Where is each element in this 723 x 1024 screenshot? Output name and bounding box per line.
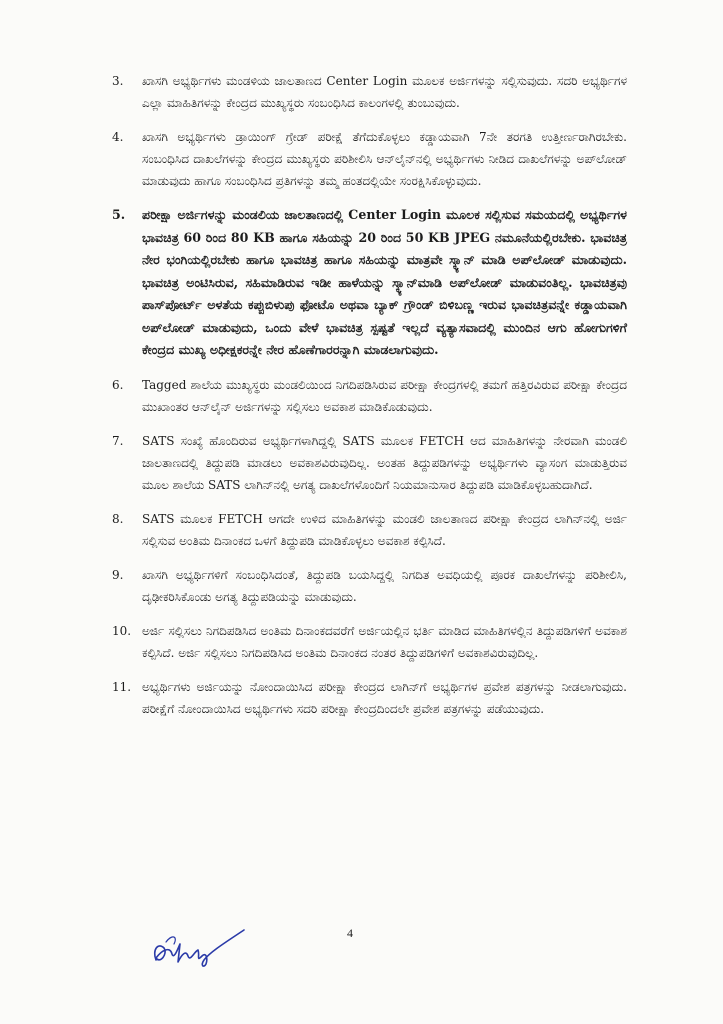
list-item-8 <box>112 508 627 552</box>
item-number: 7. <box>112 433 124 448</box>
item-number: 8. <box>112 511 124 526</box>
item-number: 11. <box>112 679 132 694</box>
handwritten-signature <box>148 920 248 970</box>
item-number: 4. <box>112 130 124 144</box>
item-text: ಪರೀಕ್ಷಾ ಅರ್ಜಿಗಳನ್ನು ಮಂಡಲಿಯ ಜಾಲತಾಣದಲ್ಲಿ Center Login ಮೂಲಕ ಸಲ್ಲಿಸುವ ಸಮಯದಲ್ಲಿ ಅಭ್ಯರ್ಥಿಗಳ ಭಾವಚಿತ್ರ 60 ರಿಂದ 80 KB ಹಾಗೂ ಸಹಿಯನ್ನು 20 ರಿಂದ 50 KB JPEG ನಮೂನೆಯಲ್ಲಿರಬೇಕು. ಭಾವಚಿತ್ರ ನೇರ ಭಂಗಿಯಲ್ಲಿರಬೇಕು ಹಾಗೂ ಭಾವಚಿತ್ರ ಹಾಗೂ ಸಹಿಯನ್ನು ಮಾತ್ರವೇ ಸ್ಕ್ಯಾನ್ ಮಾಡಿ ಅಪ್‌ಲೋಡ್ ಮಾಡುವುದು. ಭಾವಚಿತ್ರ ಅಂಟಿಸಿರುವ, ಸಹಿಮಾಡಿರುವ ಇಡೀ ಹಾಳೆಯನ್ನು ಸ್ಕ್ಯಾನ್‌ಮಾಡಿ ಅಪ್‌ಲೋಡ್ ಮಾಡುವಂತಿಲ್ಲ. ಭಾವಚಿತ್ರವು ಪಾಸ್‌ಪೋರ್ಟ್ ಅಳತೆಯ ಕಪ್ಪುಬಿಳುಪು ಫೋಟೊ ಅಥವಾ ಬ್ಯಾಕ್ ಗ್ರೌಂಡ್ ಬಿಳಿಬಣ್ಣ ಇರುವ ಭಾವಚಿತ್ರವನ್ನೇ ಕಡ್ಡಾಯವಾಗಿ ಅಪ್‌ಲೋಡ್ ಮಾಡುವುದು, ಒಂದು ವೇಳೆ ಭಾವಚಿತ್ರ ಸ್ಪಷ್ಟತೆ ಇಲ್ಲದೆ ವ್ಯತ್ಯಾಸವಾದಲ್ಲಿ ಮುಂದಿನ ಆಗು ಹೋಗುಗಳಿಗೆ ಕೇಂದ್ರದ ಮುಖ್ಯ ಅಧೀಕ್ಷಕರನ್ನೇ ನೇರ ಹೊಣೆಗಾರರನ್ನಾಗಿ ಮಾಡಲಾಗುವುದು. <box>142 207 627 357</box>
item-text: SATS ಸಂಖ್ಯೆ ಹೊಂದಿರುವ ಅಭ್ಯರ್ಥಿಗಳಾಗಿದ್ದಲ್ಲಿ SATS ಮೂಲಕ FETCH ಆದ ಮಾಹಿತಿಗಳನ್ನು ನೇರವಾಗಿ ಮಂಡಲಿ ಜಾಲತಾಣದಲ್ಲಿ ತಿದ್ದುಪಡಿ ಮಾಡಲು ಅವಕಾಶವಿರುವುದಿಲ್ಲ. ಅಂತಹ ತಿದ್ದುಪಡಿಗಳನ್ನು ಅಭ್ಯರ್ಥಿಗಳು ವ್ಯಾಸಂಗ ಮಾಡುತ್ತಿರುವ ಮೂಲ ಶಾಲೆಯ SATS ಲಾಗಿನ್‌ನಲ್ಲಿ ಅಗತ್ಯ ದಾಖಲೆಗಳೊಂದಿಗೆ ನಿಯಮಾನುಸಾರ ತಿದ್ದುಪಡಿ ಮಾಡಿಕೊಳ್ಳಬಹುದಾಗಿದೆ. <box>142 433 627 492</box>
item-number: 3. <box>112 74 124 88</box>
item-number: 10. <box>112 623 132 638</box>
item-text: ಖಾಸಗಿ ಅಭ್ಯರ್ಥಿಗಳು ಡ್ರಾಯಿಂಗ್ ಗ್ರೇಡ್ ಪರೀಕ್ಷೆ ತೆಗೆದುಕೊಳ್ಳಲು ಕಡ್ಡಾಯವಾಗಿ 7ನೇ ತರಗತಿ ಉತ್ತೀರ್ಣರಾಗಿರಬೇಕು. ಸಂಬಂಧಿಸಿದ ದಾಖಲೆಗಳನ್ನು ಕೇಂದ್ರದ ಮುಖ್ಯಸ್ಥರು ಪರಿಶೀಲಿಸಿ ಆನ್‌ಲೈನ್‌ನಲ್ಲಿ ಅಭ್ಯರ್ಥಿಗಳು ನೀಡಿದ ದಾಖಲೆಗಳನ್ನು ಅಪ್‌ಲೋಡ್ ಮಾಡುವುದು ಹಾಗೂ ಸಂಬಂಧಿಸಿದ ಪ್ರತಿಗಳನ್ನು ತಮ್ಮ ಹಂತದಲ್ಲಿಯೇ ಸಂರಕ್ಷಿಸಿಕೊಳ್ಳುವುದು. <box>142 130 627 188</box>
item-text: Tagged ಶಾಲೆಯ ಮುಖ್ಯಸ್ಥರು ಮಂಡಲಿಯಿಂದ ನಿಗದಿಪಡಿಸಿರುವ ಪರೀಕ್ಷಾ ಕೇಂದ್ರಗಳಲ್ಲಿ ತಮಗೆ ಹತ್ತಿರವಿರುವ ಪರೀಕ್ಷಾ ಕೇಂದ್ರದ ಮುಖಾಂತರ ಆನ್‌ಲೈನ್ ಅರ್ಜಿಗಳನ್ನು ಸಲ್ಲಿಸಲು ಅವಕಾಶ ಮಾಡಿಕೊಡುವುದು. <box>142 377 627 414</box>
item-text: SATS ಮೂಲಕ FETCH ಆಗದೇ ಉಳಿದ ಮಾಹಿತಿಗಳನ್ನು ಮಂಡಲಿ ಜಾಲತಾಣದ ಪರೀಕ್ಷಾ ಕೇಂದ್ರದ ಲಾಗಿನ್‌ನಲ್ಲಿ ಅರ್ಜಿ ಸಲ್ಲಿಸುವ ಅಂತಿಮ ದಿನಾಂಕದ ಒಳಗೆ ತಿದ್ದುಪಡಿ ಮಾಡಿಕೊಳ್ಳಲು ಅವಕಾಶ ಕಲ್ಪಿಸಿದೆ. <box>142 511 627 548</box>
item-text: ಅಭ್ಯರ್ಥಿಗಳು ಅರ್ಜಿಯನ್ನು ನೋಂದಾಯಿಸಿದ ಪರೀಕ್ಷಾ ಕೇಂದ್ರದ ಲಾಗಿನ್‌ಗೆ ಅಭ್ಯರ್ಥಿಗಳ ಪ್ರವೇಶ ಪತ್ರಗಳನ್ನು ನೀಡಲಾಗುವುದು. ಪರೀಕ್ಷೆಗೆ ನೋಂದಾಯಿಸಿದ ಅಭ್ಯರ್ಥಿಗಳು ಸದರಿ ಪರೀಕ್ಷಾ ಕೇಂದ್ರದಿಂದಲೇ ಪ್ರವೇಶ ಪತ್ರಗಳನ್ನು ಪಡೆಯುವುದು. <box>142 679 627 716</box>
signature-stroke-loop <box>166 937 175 944</box>
list-item-5 <box>112 204 627 362</box>
list-item-9 <box>112 564 627 608</box>
list-item-6 <box>112 374 627 418</box>
instructions-list <box>112 70 627 732</box>
list-item-10 <box>112 620 627 664</box>
item-text: ಖಾಸಗಿ ಅಭ್ಯರ್ಥಿಗಳಿಗೆ ಸಂಬಂಧಿಸಿದಂತೆ, ತಿದ್ದುಪಡಿ ಬಯಸಿದ್ದಲ್ಲಿ ನಿಗದಿತ ಅವಧಿಯಲ್ಲಿ ಪೂರಕ ದಾಖಲೆಗಳನ್ನು ಪರಿಶೀಲಿಸಿ, ದೃಢೀಕರಿಸಿಕೊಂಡು ಅಗತ್ಯ ತಿದ್ದುಪಡಿಯನ್ನು ಮಾಡುವುದು. <box>142 567 627 604</box>
item-number: 9. <box>112 567 124 582</box>
page-number: 4 <box>347 926 353 940</box>
item-text: ಖಾಸಗಿ ಅಭ್ಯರ್ಥಿಗಳು ಮಂಡಳಿಯ ಜಾಲತಾಣದ Center Login ಮೂಲಕ ಅರ್ಜಿಗಳನ್ನು ಸಲ್ಲಿಸುವುದು. ಸದರಿ ಅಭ್ಯರ್ಥಿಗಳ ಎಲ್ಲಾ ಮಾಹಿತಿಗಳನ್ನು ಕೇಂದ್ರದ ಮುಖ್ಯಸ್ಥರು ಸಂಬಂಧಿಸಿದ ಕಾಲಂಗಳಲ್ಲಿ ತುಂಬುವುದು. <box>142 74 627 110</box>
list-item-4 <box>112 126 627 192</box>
item-number: 5. <box>112 207 126 222</box>
list-item-7 <box>112 430 627 496</box>
list-item-11 <box>112 676 627 720</box>
signature-stroke-main <box>155 930 244 966</box>
list-item-3 <box>112 70 627 114</box>
item-number: 6. <box>112 377 124 392</box>
item-text: ಅರ್ಜಿ ಸಲ್ಲಿಸಲು ನಿಗದಿಪಡಿಸಿದ ಅಂತಿಮ ದಿನಾಂಕದವರೆಗೆ ಅರ್ಜಿಯಲ್ಲಿನ ಭರ್ತಿ ಮಾಡಿದ ಮಾಹಿತಿಗಳಲ್ಲಿನ ತಿದ್ದುಪಡಿಗಳಿಗೆ ಅವಕಾಶ ಕಲ್ಪಿಸಿದೆ. ಅರ್ಜಿ ಸಲ್ಲಿಸಲು ನಿಗದಿಪಡಿಸಿದ ಅಂತಿಮ ದಿನಾಂಕದ ನಂತರ ತಿದ್ದುಪಡಿಗಳಿಗೆ ಅವಕಾಶವಿರುವುದಿಲ್ಲ. <box>142 623 627 660</box>
